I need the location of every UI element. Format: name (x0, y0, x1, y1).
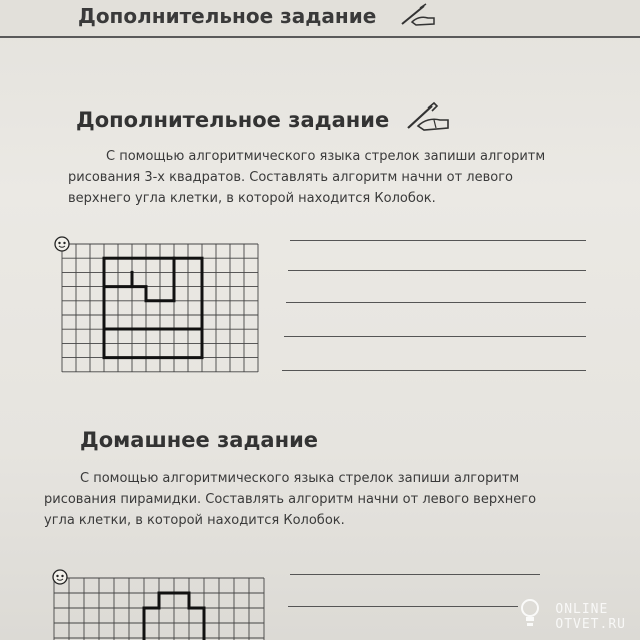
grid-lines (62, 244, 258, 372)
homework-text (44, 468, 536, 531)
answer-line (286, 302, 586, 303)
top-header-title: Дополнительное задание (78, 4, 377, 28)
watermark-line: ONLINE (555, 602, 609, 617)
answer-line (290, 574, 540, 575)
answer-line (290, 240, 586, 241)
text-line: угла клетки, в которой находится Колобок. (44, 513, 345, 528)
watermark (555, 602, 626, 632)
extra-task-grid (52, 232, 264, 380)
text-line: С помощью алгоритмического языка стрелок запиши алгоритм (80, 471, 520, 486)
pencil-hand-icon (402, 100, 452, 134)
top-header (0, 0, 640, 38)
kolobok-icon (55, 237, 69, 251)
answer-line (288, 270, 586, 271)
text-line: верхнего угла клетки, в которой находится Колобок. (68, 191, 436, 206)
answer-line (284, 336, 586, 337)
pencil-hand-icon (398, 2, 438, 28)
text-line: С помощью алгоритмического языка стрелок запиши алгоритм (106, 149, 546, 164)
homework-grid (40, 564, 270, 640)
kolobok-icon (53, 570, 67, 584)
homework-title: Домашнее задание (80, 428, 319, 452)
lightbulb-icon (520, 598, 540, 628)
watermark-line: OTVET.RU (555, 617, 626, 632)
answer-line (288, 606, 518, 607)
answer-line (282, 370, 586, 371)
extra-task-text (68, 146, 545, 209)
text-line: рисования пирамидки. Составлять алгоритм начни от левого верхнего (44, 492, 537, 507)
text-line: рисования 3-х квадратов. Составлять алгоритм начни от левого (68, 170, 513, 185)
extra-task-title: Дополнительное задание (76, 108, 390, 132)
three-squares-figure (104, 258, 202, 357)
